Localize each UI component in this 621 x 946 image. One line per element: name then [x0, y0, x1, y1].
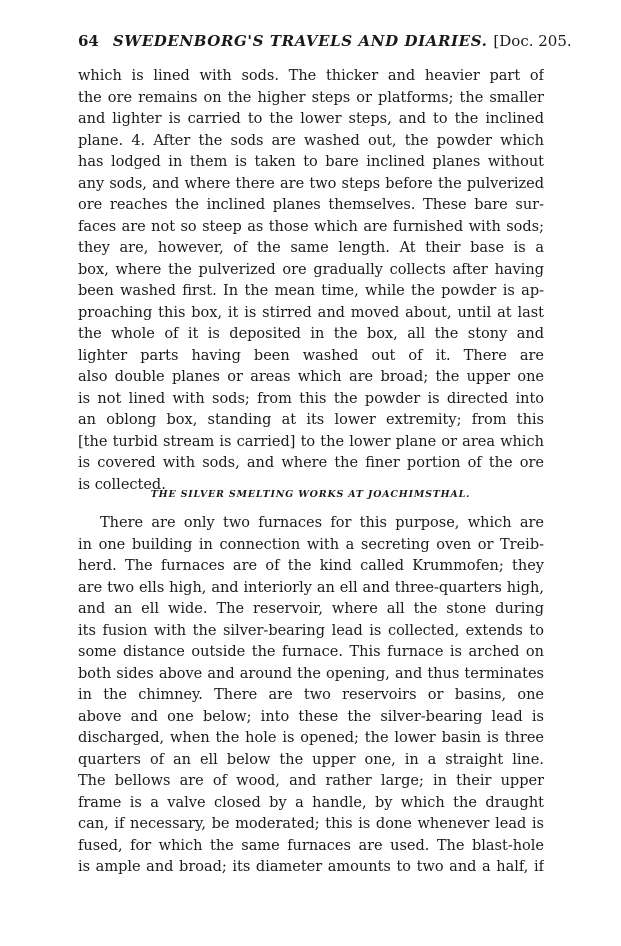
text-line: There are only two furnaces for this purpose, which are: [100, 515, 544, 531]
text-line: box, where the pulverized ore gradually collects after having: [78, 261, 544, 278]
text-line: has lodged in them is taken to bare inclined planes without: [78, 154, 544, 170]
text-line: ore reaches the inclined planes themselves. These bare sur-: [78, 197, 544, 213]
text-line: are two ells high, and interiorly an ell and three-quarters high,: [78, 579, 544, 596]
text-line: discharged, when the hole is opened; the lower basin is three: [78, 730, 544, 746]
running-title: SWEDENBORG'S TRAVELS AND DIARIES.: [112, 32, 488, 50]
text-line: is covered with sods, and where the finer portion of the ore: [78, 455, 544, 471]
text-line: is not lined with sods; from this the powder is directed into: [78, 390, 544, 407]
text-line: can, if necessary, be moderated; this is done whenever lead is: [78, 816, 544, 832]
text-line: the ore remains on the higher steps or platforms; the smaller: [78, 89, 544, 106]
text-line: faces are not so steep as those which are furnished with sods;: [78, 218, 544, 235]
paragraph-smelting-works: [78, 513, 544, 879]
section-heading: THE SILVER SMELTING WORKS AT JOACHIMSTHAL.: [150, 489, 471, 500]
text-line: lighter parts having been washed out of it. There are: [78, 347, 544, 364]
text-line: quarters of an ell below the upper one, in a straight line.: [78, 751, 544, 768]
text-line: is collected.: [78, 476, 166, 493]
text-line: an oblong box, standing at its lower extremity; from this: [78, 412, 544, 428]
text-line: is ample and broad; its diameter amounts to two and a half, if: [78, 859, 544, 875]
text-line: which is lined with sods. The thicker and heavier part of: [78, 68, 544, 84]
text-line: both sides above and around the opening, and thus terminates: [78, 665, 544, 682]
text-line: also double planes or areas which are broad; the upper one: [78, 369, 544, 385]
text-line: any sods, and where there are two steps before the pulverized: [78, 175, 544, 192]
text-line: The bellows are of wood, and rather large; in their upper: [78, 773, 544, 789]
text-line: the whole of it is deposited in the box, all the stony and: [78, 326, 544, 342]
text-line: and lighter is carried to the lower steps, and to the inclined: [78, 111, 544, 127]
text-line: plane. 4. After the sods are washed out, the powder which: [78, 132, 544, 149]
text-line: proaching this box, it is stirred and moved about, until at last: [78, 304, 544, 321]
text-line: its fusion with the silver-bearing lead is collected, extends to: [78, 622, 544, 639]
document-reference: [Doc. 205.: [493, 32, 572, 50]
text-line: they are, however, of the same length. At their base is a: [78, 240, 544, 256]
text-line: above and one below; into these the silver-bearing lead is: [78, 708, 544, 725]
text-line: and an ell wide. The reservoir, where all the stone during: [78, 601, 544, 617]
running-head: [78, 30, 572, 52]
text-line: some distance outside the furnace. This furnace is arched on: [78, 644, 544, 660]
page-number: 64: [78, 32, 99, 50]
text-line: in the chimney. There are two reservoirs or basins, one: [78, 687, 544, 703]
paragraph-ore-washing: [78, 66, 544, 496]
text-line: herd. The furnaces are of the kind called Krummofen; they: [78, 558, 544, 574]
text-line: frame is a valve closed by a handle, by which the draught: [78, 794, 544, 811]
text-line: been washed first. In the mean time, while the powder is ap-: [78, 283, 544, 299]
text-line: in one building in connection with a secreting oven or Treib-: [78, 536, 544, 553]
text-line: [the turbid stream is carried] to the lower plane or area which: [78, 433, 544, 450]
text-line: fused, for which the same furnaces are used. The blast-hole: [78, 837, 544, 854]
